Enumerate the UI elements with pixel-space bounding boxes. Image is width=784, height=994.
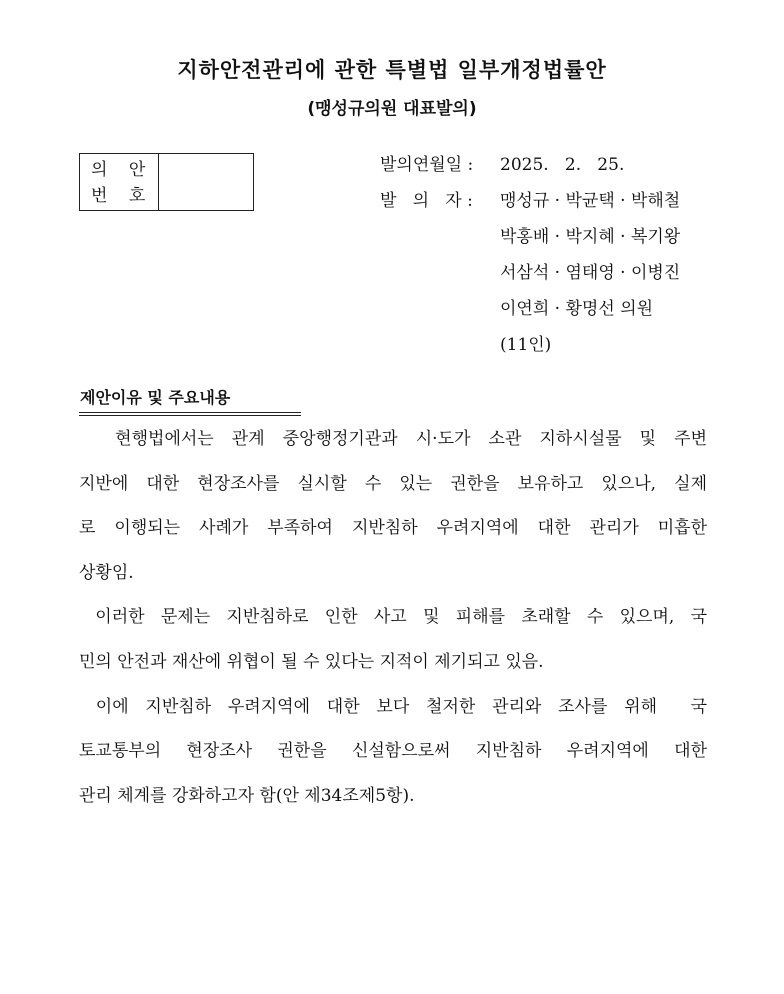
document-subtitle: (맹성규의원 대표발의): [307, 99, 477, 119]
bill-number-label: [80, 154, 159, 210]
body-line: 민의 안전과 재산에 위협이 될 수 있다는 지적이 제기되고 있음.: [79, 651, 544, 672]
proposal-date-value: 2025. 2. 25.: [500, 155, 625, 175]
body-line: 관리 체계를 강화하고자 함(안 제34조제5항).: [79, 785, 415, 806]
body-line: 지반에 대한 현장조사를 실시할 수 있는 권한을 보유하고 있으나, 실제: [79, 473, 707, 494]
body-line: 토교통부의 현장조사 권한을 신설함으로써 지반침하 우려지역에 대한: [79, 741, 707, 762]
proposer-label: 발 의 자 :: [380, 191, 473, 211]
section-body: [79, 420, 707, 821]
bill-number-label-line1: 의 안: [91, 160, 154, 180]
body-line: 로 이행되는 사례가 부족하여 지반침하 우려지역에 대한 관리가 미흡한: [79, 518, 707, 539]
bill-number-box: [79, 153, 254, 211]
proposer-line: 박홍배 · 박지혜 · 복기왕: [500, 227, 681, 247]
bill-number-label-line2: 번 호: [91, 186, 154, 206]
section-heading-underline: [79, 412, 301, 416]
proposer-line: 이연희 · 황명선 의원: [500, 299, 653, 319]
body-line: 이러한 문제는 지반침하로 인한 사고 및 피해를 초래할 수 있으며, 국: [79, 607, 707, 628]
proposal-date-label: 발의연월일 :: [380, 155, 474, 175]
proposer-line: 맹성규 · 박균택 · 박해철: [500, 191, 681, 211]
section-heading: 제안이유 및 주요내용: [80, 388, 231, 407]
bill-number-value: [159, 154, 253, 210]
body-line: 상황임.: [79, 562, 134, 583]
document-title: 지하안전관리에 관한 특별법 일부개정법률안: [177, 58, 607, 82]
proposer-line: 서삼석 · 염태영 · 이병진: [500, 263, 681, 283]
body-line: 현행법에서는 관계 중앙행정기관과 시·도가 소관 지하시설물 및 주변: [79, 429, 707, 449]
body-line: 이에 지반침하 우려지역에 대한 보다 철저한 관리와 조사를 위해 국: [79, 696, 707, 717]
proposer-count: (11인): [500, 335, 552, 355]
